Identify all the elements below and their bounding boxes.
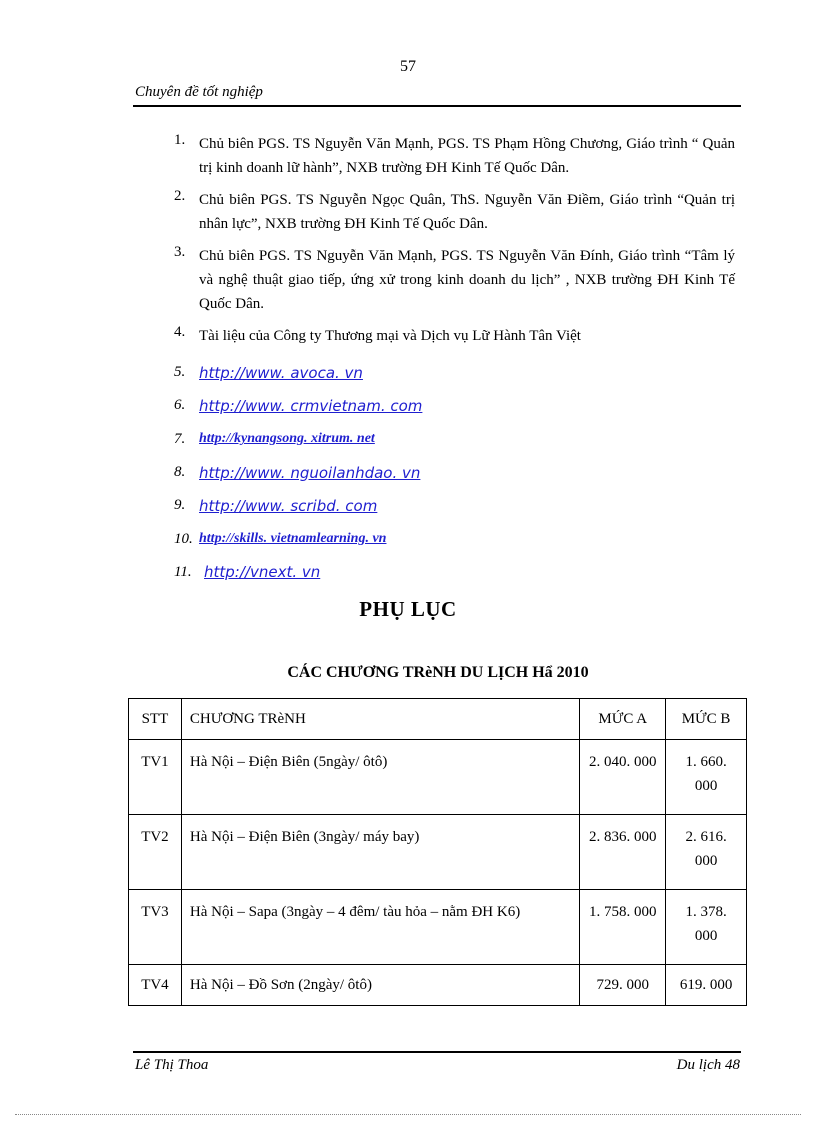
cell-program: Hà Nội – Điện Biên (3ngày/ máy bay) — [181, 815, 580, 890]
cell-program: Hà Nội – Đồ Sơn (2ngày/ ôtô) — [181, 965, 580, 1006]
cell-level-b-line1: 1. 660. — [685, 754, 727, 770]
cell-level-b — [666, 815, 747, 890]
reference-number: 4. — [174, 324, 186, 340]
tour-programs-table — [128, 698, 747, 1006]
cell-level-b-line1: 2. 616. — [685, 829, 727, 845]
cell-level-a: 2. 040. 000 — [580, 740, 666, 815]
cell-level-b-line2: 000 — [694, 853, 718, 869]
page-border — [15, 1114, 801, 1115]
cell-level-b-line2: 000 — [694, 778, 718, 794]
table-row — [129, 815, 747, 890]
header-stt: STT — [129, 699, 182, 740]
reference-item — [174, 132, 735, 180]
cell-program: Hà Nội – Sapa (3ngày – 4 đêm/ tàu hỏa – nằm ĐH K6) — [181, 890, 580, 965]
header-level-b: MỨC B — [666, 699, 747, 740]
footer-author: Lê Thị Thoa — [135, 1057, 209, 1073]
cell-stt: TV2 — [129, 815, 182, 890]
cell-stt: TV3 — [129, 890, 182, 965]
footer-section: Du lịch 48 — [676, 1057, 740, 1073]
reference-item — [174, 188, 735, 236]
cell-level-b — [666, 965, 747, 1006]
cell-program: Hà Nội – Điện Biên (5ngày/ ôtô) — [181, 740, 580, 815]
page-number: 57 — [400, 58, 416, 75]
header-level-a: MỨC A — [580, 699, 666, 740]
cell-level-b-line1: 619. 000 — [679, 977, 733, 993]
running-header: Chuyên đề tốt nghiệp — [135, 84, 263, 100]
reference-text: Tài liệu của Công ty Thương mại và Dịch vụ Lữ Hành Tân Việt — [199, 328, 581, 344]
reference-link-crmvietnam[interactable]: http://www. crmvietnam. com — [199, 396, 423, 415]
cell-level-b-line1: 1. 378. — [685, 904, 727, 920]
reference-number: 11. — [174, 563, 192, 580]
reference-link-avoca[interactable]: http://www. avoca. vn — [199, 363, 363, 382]
reference-number: 9. — [174, 497, 186, 514]
header-rule — [133, 105, 741, 107]
reference-text: Chủ biên PGS. TS Nguyễn Văn Mạnh, PGS. TS Nguyễn Văn Đính, Giáo trình “Tâm lý và nghệ thuật giao tiếp, ứng xử trong kinh doanh du lịch” , NXB trường ĐH Kinh Tế Quốc Dân. — [199, 248, 735, 312]
appendix-title: PHỤ LỤC — [359, 597, 457, 621]
cell-stt: TV4 — [129, 965, 182, 1006]
cell-stt: TV1 — [129, 740, 182, 815]
reference-list — [174, 132, 735, 589]
table-row — [129, 890, 747, 965]
reference-number: 1. — [174, 132, 186, 148]
reference-number: 3. — [174, 244, 186, 260]
reference-item — [174, 324, 735, 348]
cell-level-b — [666, 740, 747, 815]
table-row — [129, 965, 747, 1006]
reference-link-vnext[interactable]: http://vnext. vn — [204, 563, 321, 582]
header-program: CHƯƠNG TRèNH — [181, 699, 580, 740]
link-item — [174, 356, 735, 389]
link-item — [174, 489, 735, 522]
reference-number: 8. — [174, 464, 186, 481]
reference-number: 5. — [174, 364, 186, 381]
table-title: CÁC CHƯƠNG TRèNH DU LỊCH Hẩ 2010 — [287, 664, 589, 681]
cell-level-a: 2. 836. 000 — [580, 815, 666, 890]
reference-text: Chủ biên PGS. TS Nguyễn Ngọc Quân, ThS. Nguyễn Văn Điềm, Giáo trình “Quản trị nhân lực”, NXB trường ĐH Kinh Tế Quốc Dân. — [199, 192, 735, 232]
link-item — [174, 423, 735, 456]
link-item — [174, 456, 735, 489]
cell-level-b-line2: 000 — [694, 928, 718, 944]
reference-item — [174, 244, 735, 316]
reference-link-nguoilanhdao[interactable]: http://www. nguoilanhdao. vn — [199, 463, 421, 482]
reference-number: 7. — [174, 430, 186, 447]
link-item — [174, 556, 735, 589]
reference-text: Chủ biên PGS. TS Nguyễn Văn Mạnh, PGS. TS Phạm Hồng Chương, Giáo trình “ Quản trị kinh doanh lữ hành”, NXB trường ĐH Kinh Tế Quốc Dân. — [199, 136, 735, 176]
cell-level-a: 1. 758. 000 — [580, 890, 666, 965]
link-item — [174, 389, 735, 422]
link-item — [174, 522, 735, 555]
reference-link-scribd[interactable]: http://www. scribd. com — [199, 496, 378, 515]
reference-link-vietnamlearning[interactable]: http://skills. vietnamlearning. vn — [199, 531, 387, 547]
reference-number: 2. — [174, 188, 186, 204]
cell-level-b — [666, 890, 747, 965]
table-header-row — [129, 699, 747, 740]
table-row — [129, 740, 747, 815]
footer-rule — [133, 1051, 741, 1053]
reference-number: 6. — [174, 397, 186, 414]
reference-number: 10. — [174, 530, 193, 547]
reference-link-kynangsong[interactable]: http://kynangsong. xitrum. net — [199, 431, 375, 447]
cell-level-a: 729. 000 — [580, 965, 666, 1006]
